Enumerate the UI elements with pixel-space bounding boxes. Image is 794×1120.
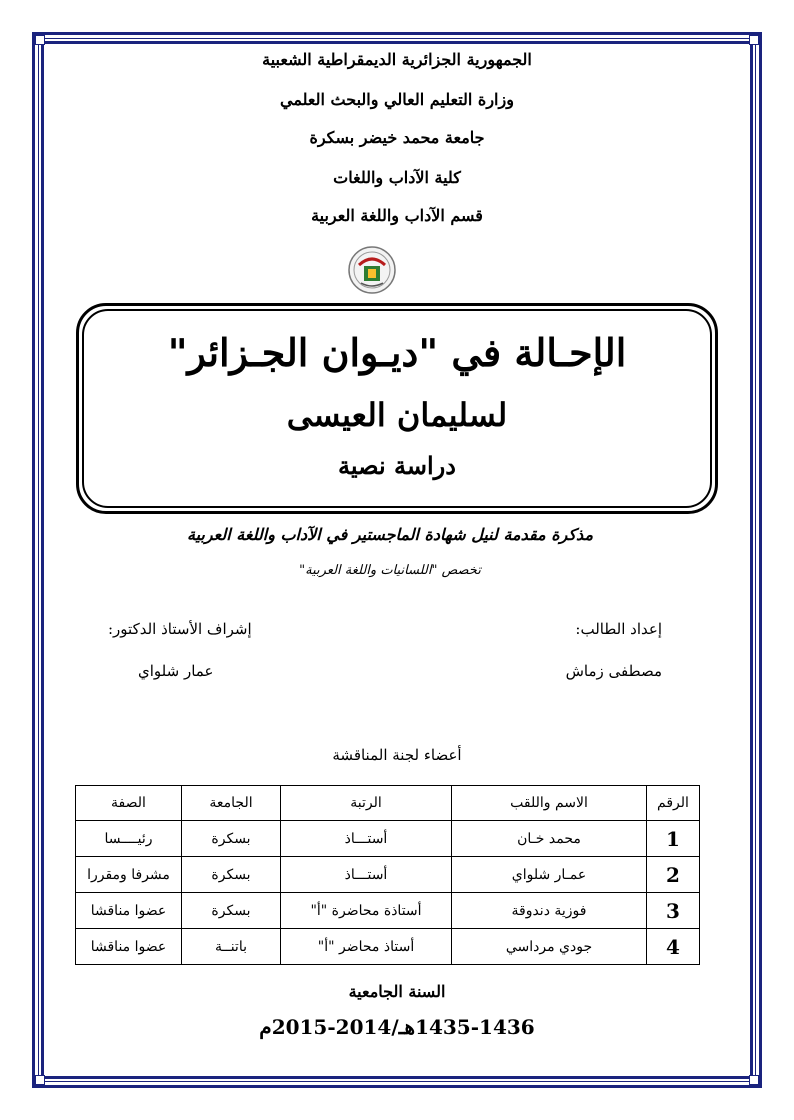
header-department: قسم الآداب واللغة العربية	[311, 206, 483, 225]
table-row	[76, 893, 700, 929]
member-rank: أستـــاذ	[281, 857, 452, 893]
table-row	[76, 857, 700, 893]
member-university: بسكرة	[182, 893, 281, 929]
table-row	[76, 929, 700, 965]
member-role: مشرفا ومقررا	[76, 857, 182, 893]
member-role: عضوا مناقشا	[76, 929, 182, 965]
member-number: 4	[647, 929, 700, 965]
member-name: جودي مرداسي	[452, 929, 647, 965]
member-number: 3	[647, 893, 700, 929]
column-header-number: الرقم	[647, 786, 700, 821]
member-name: فوزية دندوقة	[452, 893, 647, 929]
header-university: جامعة محمد خيضر بسكرة	[309, 128, 485, 147]
university-logo-icon	[347, 245, 397, 295]
column-header-rank: الرتبة	[281, 786, 452, 821]
member-name: محمد خـان	[452, 821, 647, 857]
frame-corner	[35, 1075, 45, 1085]
frame-corner	[35, 35, 45, 45]
header-republic: الجمهورية الجزائرية الديمقراطية الشعبية	[262, 50, 532, 69]
committee-heading: أعضاء لجنة المناقشة	[332, 746, 462, 764]
table-row	[76, 821, 700, 857]
frame-corner	[749, 35, 759, 45]
member-rank: أستاذة محاضرة "أ"	[281, 893, 452, 929]
member-number: 1	[647, 821, 700, 857]
supervisor-label: إشراف الأستاذ الدكتور:	[108, 620, 252, 638]
study-type: دراسة نصية	[338, 451, 456, 480]
member-name: عمـار شلواي	[452, 857, 647, 893]
member-rank: أستـــاذ	[281, 821, 452, 857]
member-role: رئيــــسا	[76, 821, 182, 857]
academic-year-label: السنة الجامعية	[348, 982, 446, 1001]
header-faculty: كلية الآداب واللغات	[333, 168, 461, 187]
member-university: باتنــة	[182, 929, 281, 965]
header-ministry: وزارة التعليم العالي والبحث العلمي	[280, 90, 514, 109]
student-label: إعداد الطالب:	[575, 620, 662, 638]
column-header-name: الاسم واللقب	[452, 786, 647, 821]
academic-year: 1435-1436هـ/2014-2015م	[259, 1015, 535, 1039]
column-header-university: الجامعة	[182, 786, 281, 821]
table-header-row	[76, 786, 700, 821]
thesis-title: الإحـالة في "ديـوان الجـزائر"	[167, 330, 627, 375]
member-rank: أستاذ محاضر "أ"	[281, 929, 452, 965]
column-header-role: الصفة	[76, 786, 182, 821]
frame-corner	[749, 1075, 759, 1085]
committee-table	[75, 785, 700, 965]
poet-name: لسليمان العيسى	[286, 396, 508, 434]
thesis-specialization-line: تخصص "اللسانيات واللغة العربية"	[299, 563, 481, 578]
member-number: 2	[647, 857, 700, 893]
student-name: مصطفى زماش	[565, 662, 662, 680]
supervisor-name: عمار شلواي	[138, 662, 214, 680]
thesis-degree-line: مذكرة مقدمة لنيل شهادة الماجستير في الآداب واللغة العربية	[186, 525, 594, 544]
member-role: عضوا مناقشا	[76, 893, 182, 929]
member-university: بسكرة	[182, 821, 281, 857]
member-university: بسكرة	[182, 857, 281, 893]
